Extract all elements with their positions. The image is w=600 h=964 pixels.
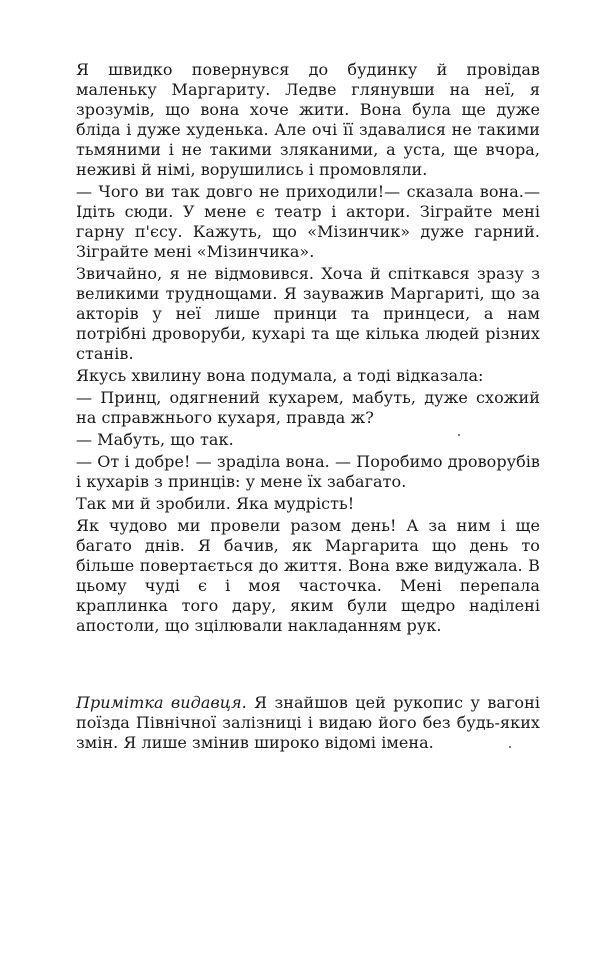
paragraph-8: Так ми й зробили. Яка мудрість! <box>76 494 355 513</box>
paragraph-7: — От і добре! — зраділа вона. — Поробимо дроворубів і кухарів з принців: у мене їх забагато. <box>76 452 540 491</box>
paragraph-9: Як чудово ми провели разом день! А за ним і ще багато днів. Я бачив, як Маргарита що день то більше повертається до життя. Вона вже видужала. В цьому чуді є і моя часточка. Мені перепала краплинка того дару, яким були щедро наділені апостоли, що зцілювали накладанням рук. <box>76 516 540 635</box>
print-speck <box>509 746 511 748</box>
print-speck <box>458 434 460 436</box>
publisher-note <box>76 693 540 753</box>
paragraph-1: Я швидко повернувся до будинку й провідав маленьку Маргариту. Ледве глянувши на неї, я зрозумів, що вона хоче жити. Вона була ще дуже бліда і дуже худенька. Але очі її здавалися не такими тьмяними і не такими зляканими, а уста, ще вчора, неживі й німі, ворушились і промовляли. <box>76 60 540 179</box>
paragraph-4: Якусь хвилину вона подумала, а тоді відказала: <box>76 366 484 385</box>
publisher-note-label: Примітка видавця. <box>76 693 247 712</box>
paragraph-5: — Принц, одягнений кухарем, мабуть, дуже схожий на справжнього кухаря, правда ж? <box>76 388 540 427</box>
publisher-note-text: Я знайшов цей рукопис у вагоні поїзда Північної залізниці і видаю його без будь-яких змін. Я лише змінив широко відомі імена. <box>76 693 540 752</box>
paragraph-2: — Чого ви так довго не приходили!— сказала вона.— Ідіть сюди. У мене є театр і актори. Зіграйте мені гарну п'єсу. Кажуть, що «Мізинчик» дуже гарний. Зіграйте мені «Мізинчика». <box>76 182 540 261</box>
paragraph-6: — Мабуть, що так. <box>76 430 234 449</box>
paragraph-3: Звичайно, я не відмовився. Хоча й спіткався зразу з великими труднощами. Я зауважив Маргариті, що за акторів у неї лише принци та принцеси, а нам потрібні дроворуби, кухарі та ще кілька людей різних станів. <box>76 264 540 363</box>
section-gap <box>76 636 540 693</box>
document-page <box>76 60 540 753</box>
